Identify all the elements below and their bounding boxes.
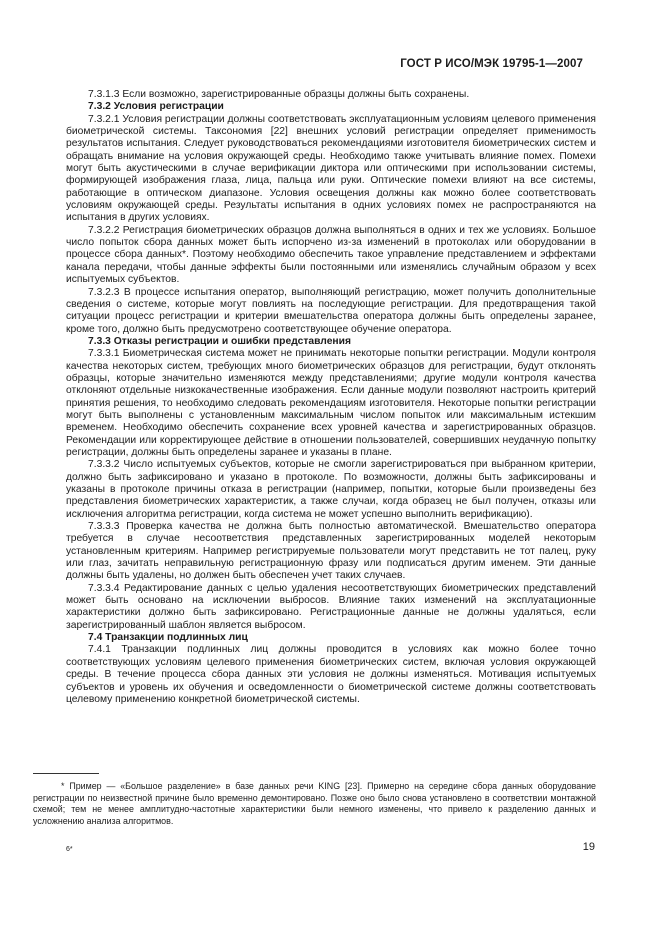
footnote: * Пример — «Большое разделение» в базе данных речи KING [23]. Примерно на середине сбора данных оборудование регистрации по неизвестной причине было временно демонтировано. Позже оно было снова установлено в соответствии монтажной схемой; тем не менее амплитудно-частотные характеристики были немного изменены, что привело к разделению данных и усложнению анализа алгоритмов. — [33, 781, 596, 826]
footnote-separator — [33, 773, 99, 774]
paragraph: 7.3.2.2 Регистрация биометрических образцов должна выполняться в одних и тех же условиях. Большое число попыток сбора данных может быть испорчено из-за изменений в протоколах или оборудовании в процессе сбора данных*. Поэтому необходимо обеспечить такое управление представлением и эффектами канала передачи, чтобы данные эффекты были постоянными или изменялись случайным образом у всех испытуемых субъектов. — [66, 224, 596, 286]
section-heading: 7.3.3 Отказы регистрации и ошибки представления — [88, 335, 351, 347]
paragraph: 7.3.1.3 Если возможно, зарегистрированные образцы должны быть сохранены. — [88, 89, 470, 100]
document-header: ГОСТ Р ИСО/МЭК 19795-1—2007 — [400, 58, 583, 70]
main-text — [66, 89, 596, 706]
page-number: 19 — [582, 841, 595, 853]
paragraph: 7.3.3.4 Редактирование данных с целью удаления несоответствующих биометрических представлений может быть основано на исключении выбросов. Влияние таких изменений на эксплуатационные характеристики должно быть зафиксировано. Регистрационные данные не должны удаляться, если зарегистрированный шаблон является выбросом. — [66, 582, 596, 631]
paragraph: 7.3.2.3 В процессе испытания оператор, выполняющий регистрацию, может получить дополнительные сведения о системе, которые могут повлиять на последующие регистрации. Для предотвращения такой ситуации процесс регистрации и критерии вмешательства оператора должны быть определены заранее, кроме того, должно быть предусмотрено соответствующее обучение оператора. — [66, 286, 596, 335]
paragraph: 7.3.2.1 Условия регистрации должны соответствовать эксплуатационным условиям целевого применения биометрической системы. Таксономия [22] внешних условий регистрации определяет применимость результатов испытания. Следует руководствоваться рекомендациями изготовителя биометрических систем и обращать внимание на условия окружающей среды. Необходимо также учитывать влияние помех. Помехи могут быть акустическими в случае верификации диктора или оптическими при использовании системы, формирующей изображения глаза, лица, пальца или руки. Оптические помехи влияют на все системы, работающие в оптическом диапазоне. Условия освещения должны как можно более соответствовать условиям окружающей среды. Результаты испытания в одних условиях помех не распространяются на испытания в других условиях. — [66, 113, 596, 224]
section-heading: 7.3.2 Условия регистрации — [88, 101, 224, 113]
section-heading: 7.4 Транзакции подлинных лиц — [88, 632, 248, 644]
paragraph: 7.3.3.1 Биометрическая система может не принимать некоторые попытки регистрации. Модули контроля качества некоторых систем, требующих много биометрических образцов для регистрации, будут отклонять образцы, которые значительно изменяются между представлениями; другие модули контроля качества отклоняют отдельные низкокачественные изображения. Если данные модули позволяют настроить критерий принятия решения, то необходимо следовать рекомендациям изготовителя. Некоторые попытки регистрации могут быть выполнены с установленным максимальным числом попыток или максимальным истекшим временем. Необходимо обеспечить сохранение всех уровней качества и зарегистрированных образцов. Рекомендации или корректирующее действие в отношении пользователей, совершивших неудачную попытку регистрации, должны быть определены заранее и указаны в плане. — [66, 348, 596, 458]
paragraph: 7.4.1 Транзакции подлинных лиц должны проводится в условиях как можно более точно соответствующих условиям целевого применения биометрических систем, включая условия окружающей среды. В течение процесса сбора данных эти условия не должны изменяться. Мотивация испытуемых субъектов и уровень их обучения и осведомленности о биометрической системе должны соответствовать целевому применению конкретной биометрической системы. — [66, 644, 596, 705]
footer-mark: 6* — [66, 846, 73, 853]
paragraph: 7.3.3.2 Число испытуемых субъектов, которые не смогли зарегистрироваться при выбранном критерии, должно быть зафиксировано и указано в протоколе. По возможности, должны быть зафиксированы и указаны в протоколе причины отказа в регистрации (например, попытки, которые были произведены без представления биометрических характеристик, а также случаи, когда образец не был получен, отказы или исключения алгоритма регистрации, когда система не может успешно выполнить верификацию). — [66, 459, 596, 520]
paragraph: 7.3.3.3 Проверка качества не должна быть полностью автоматической. Вмешательство оператора требуется в случае несоответствия представленных зарегистрированных моделей некоторым установленным критериям. Например регистрируемые пользователи могут представить не тот палец, руку или глаз, зачитать неправильную регистрационную фразу или подписаться другим именем. Эти данные должны быть удалены, но должен быть обеспечен учет таких случаев. — [66, 521, 596, 582]
